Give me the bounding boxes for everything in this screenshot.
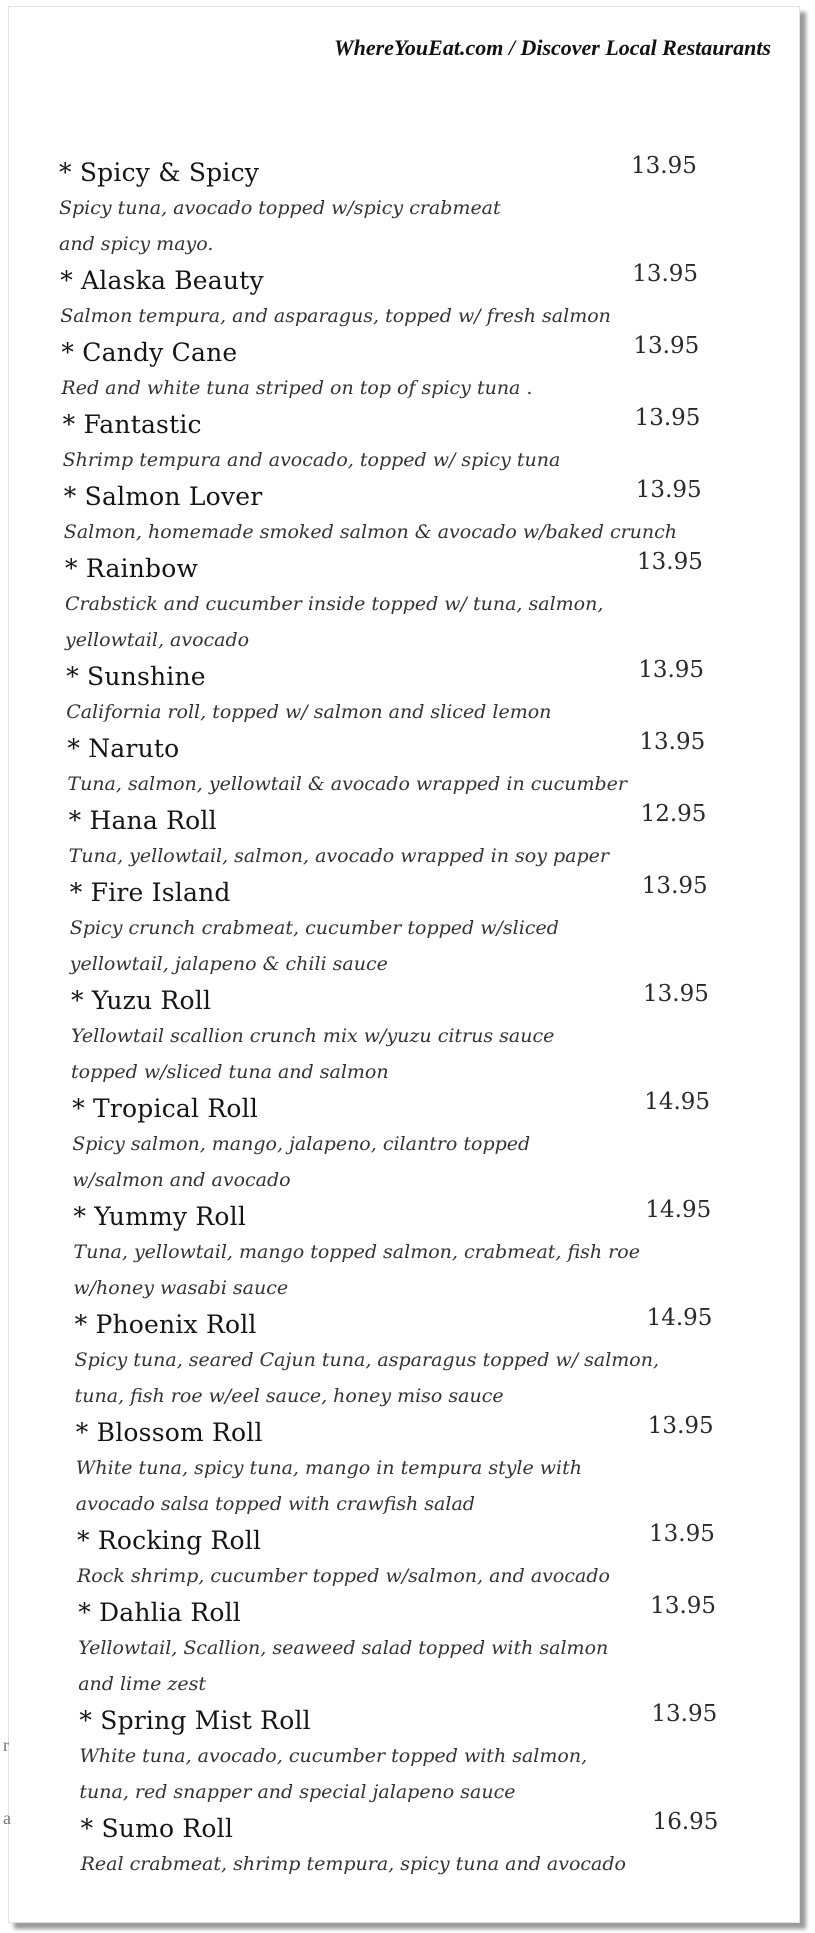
- menu-item-header: [66, 658, 719, 694]
- menu-item: [67, 730, 719, 802]
- menu-item-price: 13.95: [639, 729, 706, 755]
- menu-item-header: [60, 262, 719, 298]
- menu-item-description: Spicy salmon, mango, jalapeno, cilantro topped: [72, 1133, 531, 1155]
- site-header: WhereYouEat.com / Discover Local Restaurants: [334, 35, 771, 60]
- menu-item: [70, 874, 719, 982]
- menu-item-name: * Dahlia Roll: [78, 1597, 241, 1627]
- menu-item-price: 13.95: [632, 261, 699, 287]
- menu-item-description: w/salmon and avocado: [72, 1169, 291, 1191]
- menu-item-header: [78, 1594, 719, 1630]
- menu-item-price: 13.95: [635, 477, 702, 503]
- menu-item: [63, 406, 719, 478]
- menu-item-description: avocado salsa topped with crawfish salad: [75, 1493, 475, 1515]
- menu-item-header: [69, 802, 719, 838]
- menu-item-name: * Fantastic: [62, 409, 202, 439]
- menu-item: [77, 1522, 719, 1594]
- menu-item-name: * Yummy Roll: [73, 1201, 247, 1231]
- menu-item-description: Crabstick and cucumber inside topped w/ tuna, salmon,: [65, 593, 604, 615]
- menu-item-name: * Blossom Roll: [75, 1417, 263, 1447]
- menu-item-name: * Naruto: [67, 733, 180, 763]
- menu-item-name: * Rainbow: [65, 553, 199, 583]
- menu-item-price: 14.95: [645, 1197, 712, 1223]
- menu-item-price: 12.95: [640, 801, 707, 827]
- menu-item: [61, 334, 719, 406]
- menu-item-price: 13.95: [649, 1521, 715, 1547]
- menu-item-description: White tuna, avocado, cucumber topped with salmon,: [79, 1745, 588, 1767]
- menu-item-description: yellowtail, jalapeno & chili sauce: [69, 953, 388, 975]
- menu-item-header: [79, 1702, 719, 1738]
- menu-item-name: * Alaska Beauty: [60, 265, 264, 295]
- menu-item-description: Yellowtail scallion crunch mix w/yuzu citrus sauce: [71, 1025, 555, 1047]
- menu-item-price: 14.95: [644, 1089, 711, 1115]
- menu-item-header: [71, 982, 719, 1018]
- menu-item-description: Tuna, yellowtail, salmon, avocado wrapped in soy paper: [68, 845, 609, 867]
- menu-item: [71, 982, 719, 1090]
- menu-item-description: and lime zest: [78, 1673, 207, 1695]
- menu-item-header: [59, 154, 719, 190]
- menu-item-price: 16.95: [652, 1809, 719, 1835]
- menu-item-description: Red and white tuna striped on top of spicy tuna .: [61, 377, 533, 399]
- menu-item-name: * Fire Island: [69, 877, 231, 907]
- menu-item-description: Tuna, salmon, yellowtail & avocado wrapped in cucumber: [67, 773, 627, 795]
- menu-list: [59, 154, 719, 1882]
- menu-item-header: [67, 730, 719, 766]
- menu-item-header: [77, 1522, 719, 1558]
- menu-item-price: 13.95: [641, 873, 708, 899]
- menu-item-description: tuna, red snapper and special jalapeno sauce: [79, 1781, 516, 1803]
- menu-item-price: 13.95: [637, 549, 703, 575]
- menu-item: [66, 658, 719, 730]
- menu-item-description: and spicy mayo.: [59, 233, 214, 255]
- menu-item-name: * Candy Cane: [61, 337, 238, 367]
- menu-item-name: * Spicy & Spicy: [59, 157, 260, 187]
- menu-item-header: [75, 1306, 719, 1342]
- menu-item-price: 13.95: [633, 333, 700, 359]
- menu-item-header: [76, 1414, 719, 1450]
- menu-item: [73, 1198, 719, 1306]
- menu-item-header: [72, 1090, 719, 1126]
- menu-item: [78, 1594, 719, 1702]
- menu-item-price: 13.95: [651, 1701, 718, 1727]
- menu-item-description: White tuna, spicy tuna, mango in tempura style with: [75, 1457, 583, 1479]
- menu-item-price: 14.95: [646, 1305, 713, 1331]
- menu-item: [72, 1090, 719, 1198]
- menu-item-price: 13.95: [634, 405, 701, 431]
- menu-item-description: topped w/sliced tuna and salmon: [71, 1061, 389, 1083]
- margin-mark: a: [3, 1808, 11, 1828]
- menu-item: [76, 1414, 719, 1522]
- menu-item-name: * Phoenix Roll: [74, 1309, 257, 1339]
- menu-item-price: 13.95: [638, 657, 705, 683]
- menu-item: [69, 802, 719, 874]
- menu-item-header: [61, 334, 719, 370]
- menu-item-description: Salmon, homemade smoked salmon & avocado w/baked crunch: [63, 521, 678, 543]
- menu-item-price: 13.95: [643, 981, 709, 1007]
- menu-item-description: Spicy crunch crabmeat, cucumber topped w/sliced: [69, 917, 559, 939]
- menu-item-description: Shrimp tempura and avocado, topped w/ spicy tuna: [62, 449, 561, 471]
- menu-item-name: * Rocking Roll: [77, 1525, 262, 1555]
- menu-item: [65, 550, 719, 658]
- menu-item-description: tuna, fish roe w/eel sauce, honey miso sauce: [74, 1385, 504, 1407]
- menu-item-description: Spicy tuna, avocado topped w/spicy crabmeat: [59, 197, 501, 219]
- menu-item: [81, 1810, 719, 1882]
- menu-item-name: * Tropical Roll: [72, 1093, 259, 1123]
- menu-item: [60, 262, 719, 334]
- menu-item-description: Salmon tempura, and asparagus, topped w/ fresh salmon: [60, 305, 611, 327]
- menu-item-name: * Hana Roll: [68, 805, 217, 835]
- margin-mark: r: [3, 1735, 9, 1755]
- menu-page: [8, 6, 800, 1923]
- menu-item-name: * Yuzu Roll: [71, 985, 212, 1015]
- menu-item-header: [81, 1810, 719, 1846]
- menu-item: [64, 478, 719, 550]
- menu-item-name: * Sumo Roll: [80, 1813, 234, 1843]
- menu-item: [75, 1306, 719, 1414]
- menu-item-header: [64, 478, 719, 514]
- menu-item-header: [65, 550, 719, 586]
- menu-item-price: 13.95: [631, 153, 697, 179]
- menu-item-header: [63, 406, 719, 442]
- menu-item-description: Spicy tuna, seared Cajun tuna, asparagus topped w/ salmon,: [74, 1349, 660, 1371]
- menu-item-description: yellowtail, avocado: [65, 629, 250, 651]
- menu-item-header: [70, 874, 719, 910]
- menu-item-name: * Sunshine: [66, 661, 206, 691]
- menu-item: [59, 154, 719, 262]
- menu-item-description: Rock shrimp, cucumber topped w/salmon, and avocado: [77, 1565, 610, 1587]
- menu-item-description: Tuna, yellowtail, mango topped salmon, crabmeat, fish roe: [73, 1241, 640, 1263]
- menu-item-description: California roll, topped w/ salmon and sliced lemon: [66, 701, 552, 723]
- menu-item-name: * Spring Mist Roll: [79, 1705, 311, 1735]
- menu-item-description: w/honey wasabi sauce: [73, 1277, 289, 1299]
- menu-item-price: 13.95: [647, 1413, 714, 1439]
- menu-item-header: [73, 1198, 719, 1234]
- menu-item-description: Yellowtail, Scallion, seaweed salad topped with salmon: [78, 1637, 609, 1659]
- menu-item-price: 13.95: [650, 1593, 717, 1619]
- menu-item-description: Real crabmeat, shrimp tempura, spicy tuna and avocado: [80, 1853, 626, 1875]
- menu-item: [79, 1702, 719, 1810]
- menu-item-name: * Salmon Lover: [63, 481, 263, 511]
